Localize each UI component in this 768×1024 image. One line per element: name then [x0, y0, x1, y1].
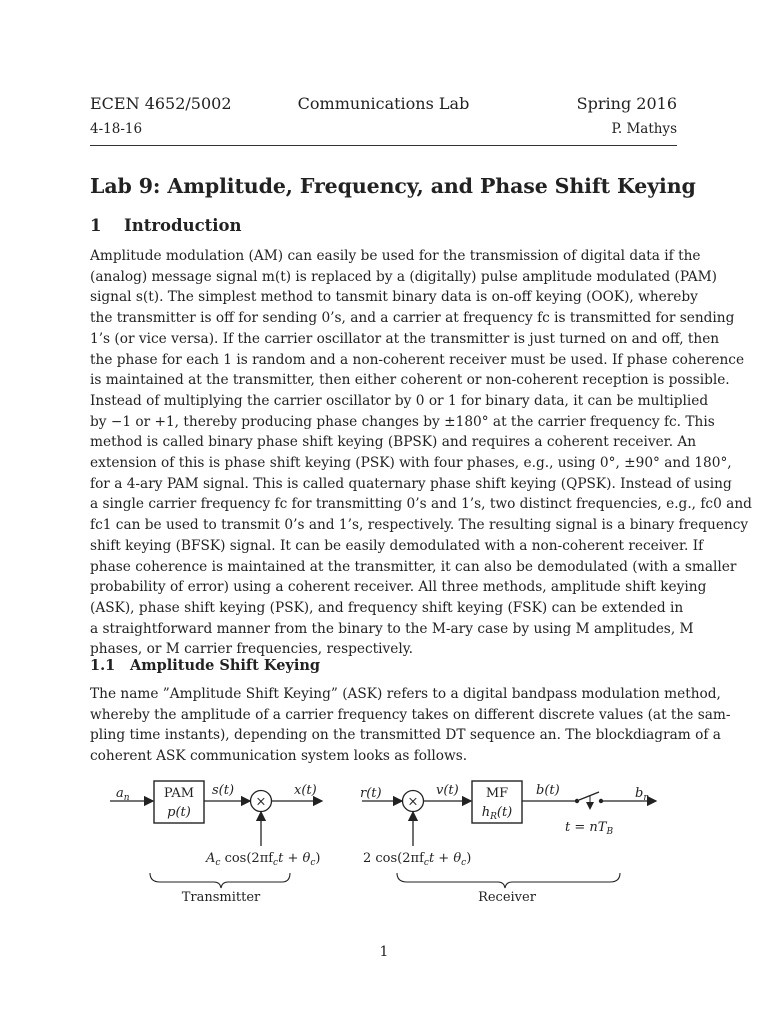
- ask-block-diagram: [90, 770, 678, 910]
- paragraph-line: coherent ASK communication system looks as follows.: [90, 748, 468, 765]
- rx-carrier-label: 2 $\cos(2\pi f_ct + \theta_c)$: [363, 851, 472, 868]
- header-date: 4-18-16: [90, 121, 143, 137]
- paragraph-line: phase coherence is maintained at the transmitter, it can also be demodulated (with a smaller: [90, 558, 737, 575]
- paragraph-line: (analog) message signal m(t) is replaced by a (digitally) pulse amplitude modulated (PAM): [90, 268, 718, 285]
- sample-time-label: $t = nT_B$: [565, 820, 614, 837]
- paragraph-line: method is called binary phase shift keying (BPSK) and requires a coherent receiver. An: [90, 434, 697, 451]
- paragraph-line: Amplitude modulation (AM) can easily be used for the transmission of digital data if the: [90, 248, 701, 264]
- section-number: 1: [90, 216, 102, 235]
- paragraph-line: the phase for each 1 is random and a non-coherent receiver must be used. If phase coherence: [90, 351, 745, 368]
- semester: Spring 2016: [576, 94, 677, 113]
- receiver-label: Receiver: [478, 890, 536, 905]
- course-code: ECEN 4652/5002: [90, 94, 232, 113]
- subsection-heading-ask: [90, 657, 320, 674]
- receiver-brace: [397, 873, 620, 888]
- paragraph-line: by −1 or +1, thereby producing phase changes by ±180° at the carrier frequency fc. This: [90, 413, 715, 430]
- mf-label: MF: [485, 786, 509, 801]
- paragraph-line: Instead of multiplying the carrier oscillator by 0 or 1 for binary data, it can be multiplied: [90, 392, 709, 409]
- b-label: b(t): [536, 783, 560, 798]
- paragraph-line: for a 4-ary PAM signal. This is called quaternary phase shift keying (QPSK). Instead of using: [90, 475, 732, 492]
- paragraph-line: a single carrier frequency fc for transmitting 0’s and 1’s, two distinct frequencies, e.g., fc0 and: [90, 496, 752, 513]
- subsection-title: Amplitude Shift Keying: [130, 657, 321, 674]
- tx-carrier-label: $A_c$ $\cos(2\pi f_ct + \theta_c)$: [206, 851, 321, 868]
- paragraph-line: is maintained at the transmitter, then either coherent or non-coherent reception is possible.: [90, 372, 730, 389]
- r-label: r(t): [360, 786, 382, 801]
- paragraph-line: a straightforward manner from the binary to the M-ary case by using M amplitudes, M: [90, 620, 694, 637]
- paragraph-line: probability of error) using a coherent receiver. All three methods, amplitude shift keying: [90, 579, 707, 596]
- paragraph-line: signal s(t). The simplest method to tansmit binary data is on-off keying (OOK), whereby: [90, 289, 698, 306]
- mf-filter-label: $h_R(t)$: [481, 805, 513, 822]
- paragraph-line: shift keying (BFSK) signal. It can be easily demodulated with a non-coherent receiver. If: [90, 537, 704, 554]
- ask-paragraph: [90, 684, 731, 767]
- rx-multiplier-symbol: ×: [407, 794, 419, 810]
- tx-multiplier-symbol: ×: [255, 794, 267, 810]
- pam-filter-label: p(t): [167, 805, 191, 820]
- sampler-switch: [579, 792, 599, 800]
- page-number: 1: [379, 944, 389, 960]
- sampler-contact-left: [575, 799, 579, 803]
- paragraph-line: pling time instants), depending on the transmitted DT sequence an. The blockdiagram of a: [90, 727, 721, 744]
- paragraph-line: the transmitter is off for sending 0’s, and a carrier at frequency fc is transmitted for sending: [90, 310, 735, 327]
- transmitter-brace: [150, 873, 290, 888]
- paragraph-line: (ASK), phase shift keying (PSK), and frequency shift keying (FSK) can be extended in: [90, 599, 684, 616]
- section-title: Introduction: [124, 216, 242, 235]
- sampler-contact-right: [599, 799, 603, 803]
- paragraph-line: The name ”Amplitude Shift Keying” (ASK) refers to a digital bandpass modulation method,: [90, 686, 721, 702]
- paragraph-line: whereby the amplitude of a carrier frequency takes on different discrete values (at the sam-: [90, 706, 731, 723]
- document-title: Lab 9: Amplitude, Frequency, and Phase Shift Keying: [90, 174, 696, 198]
- paragraph-line: extension of this is phase shift keying (PSK) with four phases, e.g., using 0°, ±90° and 180°,: [90, 455, 732, 472]
- transmitter-label: Transmitter: [181, 890, 261, 905]
- s-label: s(t): [212, 783, 235, 798]
- output-label: $b_n$: [635, 786, 650, 803]
- x-label: x(t): [294, 783, 317, 798]
- pam-label: PAM: [163, 786, 195, 801]
- tx-input-label: $a_n$: [116, 786, 130, 803]
- header-rule: [90, 145, 677, 146]
- paragraph-line: 1’s (or vice versa). If the carrier oscillator at the transmitter is just turned on and off, then: [90, 330, 720, 347]
- introduction-paragraph: [90, 246, 752, 660]
- subsection-number: 1.1: [90, 657, 116, 674]
- header-author: P. Mathys: [611, 121, 677, 137]
- section-heading-introduction: [90, 216, 242, 235]
- v-label: v(t): [436, 783, 459, 798]
- paragraph-line: fc1 can be used to transmit 0’s and 1’s, respectively. The resulting signal is a binary frequency: [90, 517, 749, 534]
- lab-name: Communications Lab: [297, 94, 470, 113]
- paragraph-line: phases, or M carrier frequencies, respectively.: [90, 641, 413, 658]
